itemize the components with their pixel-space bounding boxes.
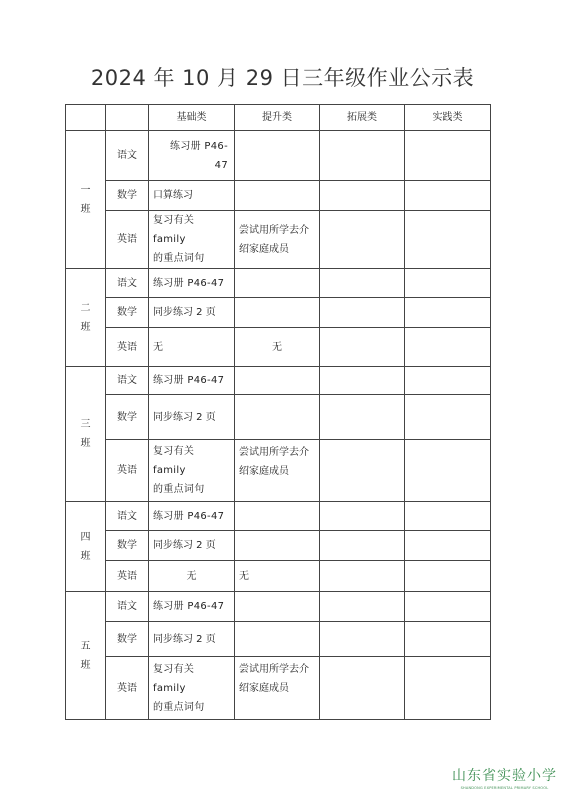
basic-cell: 无 [149,561,235,592]
subject-cell: 语文 [106,131,149,181]
table-row [66,367,491,395]
basic-cell: 练习册 P46-47 [149,367,235,395]
table-row [66,181,491,211]
class-label [66,592,106,720]
extend-cell [320,181,405,211]
subject-cell: 语文 [106,502,149,531]
class-label [66,131,106,269]
extend-cell [320,592,405,622]
subject-cell: 数学 [106,181,149,211]
header-improve: 提升类 [235,105,320,131]
practice-cell [405,622,491,657]
improve-cell [235,269,320,298]
basic-cell: 同步练习 2 页 [149,298,235,328]
practice-cell [405,181,491,211]
subject-cell: 英语 [106,561,149,592]
practice-cell [405,269,491,298]
header-basic: 基础类 [149,105,235,131]
basic-cell: 练习册 P46- 47 [149,131,235,181]
subject-cell: 语文 [106,592,149,622]
subject-cell: 数学 [106,395,149,440]
table-row [66,531,491,561]
improve-cell: 尝试用所学去介 绍家庭成员 [235,440,320,502]
class-label [66,502,106,592]
table-row [66,657,491,720]
extend-cell [320,298,405,328]
table-row [66,622,491,657]
improve-cell [235,395,320,440]
extend-cell [320,367,405,395]
class-name: 一 班 [80,184,91,215]
extend-cell [320,395,405,440]
header-blank-cell [66,105,106,131]
table-row [66,561,491,592]
school-logo-english: SHANDONG EXPERIMENTAL PRIMARY SCHOOL [460,786,549,790]
improve-cell: 无 [235,561,320,592]
extend-cell [320,502,405,531]
table-row [66,592,491,622]
practice-cell [405,298,491,328]
improve-cell [235,531,320,561]
class-name: 五 班 [80,640,91,671]
practice-cell [405,592,491,622]
basic-cell: 复习有关 family 的重点词句 [149,211,235,269]
improve-cell: 无 [235,328,320,367]
extend-cell [320,211,405,269]
practice-cell [405,131,491,181]
homework-table [65,104,491,720]
improve-cell [235,181,320,211]
improve-cell: 尝试用所学去介 绍家庭成员 [235,211,320,269]
improve-cell [235,131,320,181]
header-extend: 拓展类 [320,105,405,131]
practice-cell [405,502,491,531]
subject-cell: 语文 [106,367,149,395]
practice-cell [405,440,491,502]
basic-cell: 复习有关 family 的重点词句 [149,440,235,502]
extend-cell [320,328,405,367]
improve-cell [235,592,320,622]
school-logo [452,765,557,790]
extend-cell [320,622,405,657]
table-row [66,298,491,328]
practice-cell [405,657,491,720]
subject-cell: 英语 [106,657,149,720]
class-label [66,367,106,502]
page-title: 2024 年 10 月 29 日三年级作业公示表 [90,66,475,90]
table-row [66,502,491,531]
class-label [66,269,106,367]
practice-cell [405,211,491,269]
practice-cell [405,531,491,561]
class-name: 三 班 [80,419,91,449]
table-row [66,440,491,502]
extend-cell [320,131,405,181]
subject-cell: 英语 [106,328,149,367]
subject-cell: 数学 [106,298,149,328]
basic-cell: 同步练习 2 页 [149,622,235,657]
basic-cell: 无 [149,328,235,367]
practice-cell [405,367,491,395]
improve-cell: 尝试用所学去介 绍家庭成员 [235,657,320,720]
basic-cell: 同步练习 2 页 [149,395,235,440]
practice-cell [405,561,491,592]
class-name: 四 班 [80,531,91,562]
subject-cell: 英语 [106,440,149,502]
header-blank-cell [106,105,149,131]
table-row [66,211,491,269]
practice-cell [405,395,491,440]
extend-cell [320,657,405,720]
class-name: 二 班 [80,302,91,333]
improve-cell [235,502,320,531]
improve-cell [235,367,320,395]
basic-cell: 同步练习 2 页 [149,531,235,561]
header-practice: 实践类 [405,105,491,131]
subject-cell: 数学 [106,531,149,561]
improve-cell [235,298,320,328]
basic-cell: 复习有关 family 的重点词句 [149,657,235,720]
basic-cell: 练习册 P46-47 [149,592,235,622]
extend-cell [320,531,405,561]
table-row [66,269,491,298]
subject-cell: 数学 [106,622,149,657]
improve-cell [235,622,320,657]
table-row [66,328,491,367]
table-row [66,131,491,181]
basic-cell: 口算练习 [149,181,235,211]
basic-cell: 练习册 P46-47 [149,269,235,298]
extend-cell [320,561,405,592]
school-logo-name: 山东省实验小学 [452,768,557,784]
extend-cell [320,269,405,298]
header-row [66,105,491,131]
subject-cell: 语文 [106,269,149,298]
table-row [66,395,491,440]
practice-cell [405,328,491,367]
basic-cell: 练习册 P46-47 [149,502,235,531]
extend-cell [320,440,405,502]
subject-cell: 英语 [106,211,149,269]
